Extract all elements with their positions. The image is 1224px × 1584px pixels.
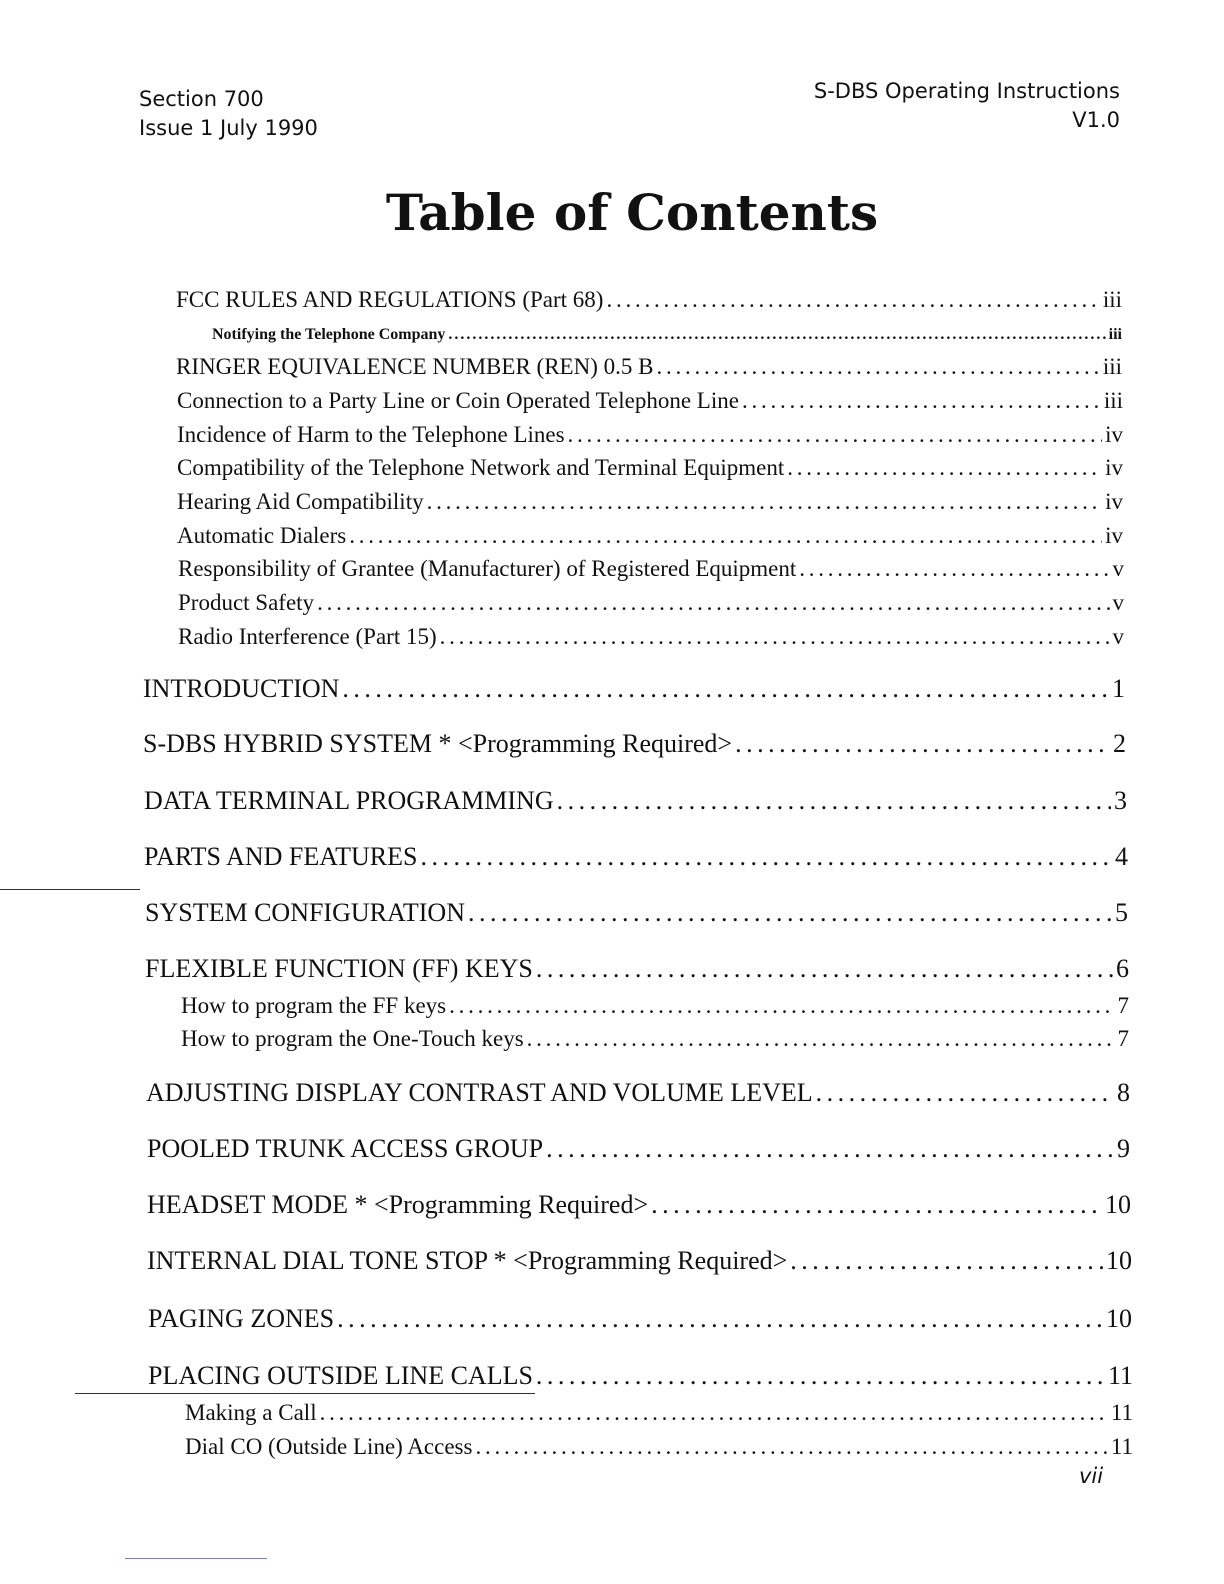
toc-leader-dots xyxy=(546,1134,1114,1164)
toc-entry xyxy=(177,523,1123,549)
toc-leader-dots xyxy=(440,624,1110,650)
toc-entry-title: RINGER EQUIVALENCE NUMBER (REN) 0.5 B xyxy=(176,354,654,379)
version-label: V1.0 xyxy=(1072,108,1120,132)
toc-entry-title: S-DBS HYBRID SYSTEM * <Programming Required> xyxy=(143,729,733,758)
toc-entry-title: Incidence of Harm to the Telephone Lines xyxy=(177,422,565,447)
toc-entry-title: How to program the One-Touch keys xyxy=(181,1026,524,1051)
toc-entry xyxy=(177,422,1123,448)
toc-leader-dots xyxy=(448,326,1105,344)
toc-entry xyxy=(147,1134,1130,1164)
toc-entry-title: Responsibility of Grantee (Manufacturer) of Registered Equipment xyxy=(178,556,797,581)
toc-entry-title: FLEXIBLE FUNCTION (FF) KEYS xyxy=(145,954,533,983)
toc-entry-page: 3 xyxy=(1114,786,1127,815)
page-title: Table of Contents xyxy=(385,183,879,242)
toc-entry-page: iii xyxy=(1108,326,1122,343)
toc-entry-title: DATA TERMINAL PROGRAMMING xyxy=(144,786,554,815)
toc-leader-dots xyxy=(536,1361,1105,1391)
toc-entry-title: PARTS AND FEATURES xyxy=(144,842,418,871)
toc-entry-page: 2 xyxy=(1113,729,1126,758)
toc-entry-page: 8 xyxy=(1117,1078,1130,1107)
toc-entry-page: v xyxy=(1112,624,1124,649)
toc-leader-dots xyxy=(337,1304,1103,1334)
toc-entry xyxy=(177,489,1123,515)
section-label: Section 700 xyxy=(139,87,264,111)
toc-leader-dots xyxy=(606,287,1099,313)
toc-entry-page: iv xyxy=(1105,422,1123,447)
toc-entry xyxy=(143,729,1126,759)
scan-rule-line xyxy=(125,1558,267,1559)
toc-entry-page: iv xyxy=(1105,523,1123,548)
toc-entry xyxy=(177,455,1123,481)
toc-entry-page: 9 xyxy=(1117,1134,1130,1163)
toc-entry-page: 6 xyxy=(1116,954,1129,983)
toc-entry xyxy=(181,1026,1129,1052)
toc-entry xyxy=(178,624,1124,650)
toc-entry xyxy=(178,556,1124,582)
toc-entry-page: iv xyxy=(1105,455,1123,480)
toc-leader-dots xyxy=(742,388,1101,414)
toc-leader-dots xyxy=(557,786,1111,816)
toc-leader-dots xyxy=(342,674,1109,704)
scan-rule-line xyxy=(75,1393,535,1394)
toc-leader-dots xyxy=(475,1434,1107,1460)
toc-entry xyxy=(143,674,1125,704)
toc-leader-dots xyxy=(527,1026,1115,1052)
toc-entry xyxy=(185,1434,1133,1460)
toc-leader-dots xyxy=(735,729,1110,759)
toc-entry xyxy=(146,1078,1130,1108)
toc-entry-title: Automatic Dialers xyxy=(177,523,347,548)
toc-leader-dots xyxy=(468,898,1112,928)
toc-entry-title: Radio Interference (Part 15) xyxy=(178,624,437,649)
toc-entry-title: Making a Call xyxy=(185,1400,317,1425)
toc-entry xyxy=(148,1304,1132,1334)
toc-leader-dots xyxy=(320,1400,1108,1426)
scan-rule-line xyxy=(0,889,140,890)
toc-leader-dots xyxy=(568,422,1103,448)
toc-entry xyxy=(148,1361,1133,1391)
toc-entry-page: iii xyxy=(1102,287,1122,312)
toc-leader-dots xyxy=(317,590,1109,616)
header-right xyxy=(814,77,1120,135)
toc-entry-page: v xyxy=(1112,590,1124,615)
toc-entry-title: Compatibility of the Telephone Network and Terminal Equipment xyxy=(177,455,785,480)
toc-entry-title: FCC RULES AND REGULATIONS (Part 68) xyxy=(176,287,604,312)
toc-entry-title: Connection to a Party Line or Coin Operated Telephone Line xyxy=(177,388,739,413)
toc-entry-page: 4 xyxy=(1115,842,1128,871)
toc-entry-page: 11 xyxy=(1107,1361,1133,1390)
toc-entry-page: 10 xyxy=(1106,1246,1132,1275)
toc-entry xyxy=(144,786,1127,816)
toc-entry-page: 11 xyxy=(1110,1400,1133,1425)
toc-entry xyxy=(176,354,1122,380)
toc-entry-title: Product Safety xyxy=(178,590,315,615)
toc-leader-dots xyxy=(536,954,1113,984)
toc-leader-dots xyxy=(790,1246,1103,1276)
toc-entry xyxy=(147,1190,1131,1220)
toc-entry xyxy=(177,388,1123,414)
toc-entry-page: 5 xyxy=(1115,898,1128,927)
toc-entry-title: INTRODUCTION xyxy=(143,674,340,703)
toc-entry xyxy=(181,993,1129,1019)
toc-entry-page: iv xyxy=(1105,489,1123,514)
toc-entry xyxy=(145,954,1129,984)
toc-entry xyxy=(147,1246,1132,1276)
toc-leader-dots xyxy=(787,455,1102,481)
toc-entry-page: iii xyxy=(1102,354,1122,379)
toc-entry-title: Dial CO (Outside Line) Access xyxy=(185,1434,473,1459)
toc-entry xyxy=(178,590,1124,616)
toc-leader-dots xyxy=(656,354,1099,380)
toc-leader-dots xyxy=(449,993,1114,1019)
toc-entry xyxy=(212,326,1122,344)
toc-entry-title: ADJUSTING DISPLAY CONTRAST AND VOLUME LEVEL xyxy=(146,1078,813,1107)
toc-entry-page: 10 xyxy=(1106,1304,1132,1333)
toc-entry xyxy=(144,842,1128,872)
toc-leader-dots xyxy=(420,842,1112,872)
toc-entry-page: 7 xyxy=(1117,993,1129,1018)
page-number: vii xyxy=(1079,1464,1104,1488)
toc-leader-dots xyxy=(799,556,1109,582)
document-title: S-DBS Operating Instructions xyxy=(813,79,1120,103)
toc-entry-title: PAGING ZONES xyxy=(148,1304,335,1333)
issue-date: Issue 1 July 1990 xyxy=(139,116,318,140)
toc-entry xyxy=(185,1400,1133,1426)
toc-entry-title: HEADSET MODE * <Programming Required> xyxy=(147,1190,649,1219)
toc-entry-title: PLACING OUTSIDE LINE CALLS xyxy=(148,1361,533,1390)
toc-entry xyxy=(145,898,1128,928)
toc-leader-dots xyxy=(349,523,1102,549)
toc-leader-dots xyxy=(651,1190,1102,1220)
toc-entry-title: POOLED TRUNK ACCESS GROUP xyxy=(147,1134,544,1163)
toc-leader-dots xyxy=(427,489,1103,515)
toc-entry-page: v xyxy=(1112,556,1124,581)
toc-entry xyxy=(176,287,1122,313)
toc-entry-page: 7 xyxy=(1117,1026,1129,1051)
toc-entry-title: How to program the FF keys xyxy=(181,993,447,1018)
toc-entry-title: Notifying the Telephone Company xyxy=(212,326,446,343)
toc-entry-title: Hearing Aid Compatibility xyxy=(177,489,424,514)
header-left xyxy=(139,85,318,143)
toc-entry-page: iii xyxy=(1103,388,1123,413)
toc-entry-page: 11 xyxy=(1110,1434,1133,1459)
toc-entry-title: INTERNAL DIAL TONE STOP * <Programming Required> xyxy=(147,1246,788,1275)
toc-entry-page: 10 xyxy=(1105,1190,1131,1219)
toc-leader-dots xyxy=(816,1078,1114,1108)
toc-entry-title: SYSTEM CONFIGURATION xyxy=(145,898,465,927)
toc-entry-page: 1 xyxy=(1112,674,1125,703)
